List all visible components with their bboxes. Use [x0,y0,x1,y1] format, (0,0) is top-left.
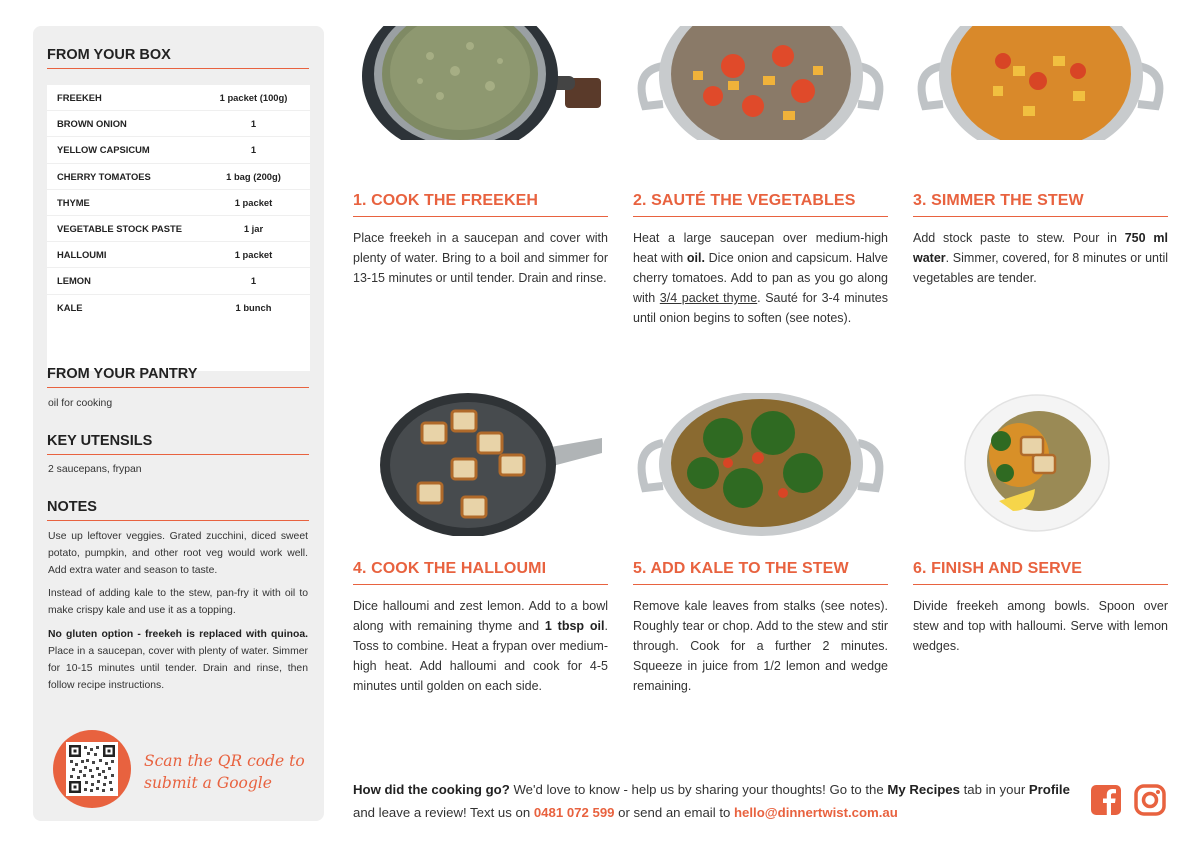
note-leftover: Use up leftover veggies. Grated zucchini, diced sweet potato, pumpkin, and other root veg would work well. Add extra water and season to taste. [48,531,308,577]
step-3-title: 3. SIMMER THE STEW [913,192,1168,217]
step-5-text: Remove kale leaves from stalks (see notes). Roughly tear or chop. Add to the stew and stir through. Cook for a further 2 minutes. Squeeze in juice from 1/2 lemon and wedge remaining. [633,599,888,693]
step-3-text: Add stock paste to stew. Pour in 750 ml water. Simmer, covered, for 8 minutes or until vegetables are tender. [913,231,1168,285]
table-row: KALE 1 bunch [57,302,272,314]
pantry-text: oil for cooking [48,398,113,409]
facebook-icon[interactable] [1090,784,1122,816]
step-4-text: Dice halloumi and zest lemon. Add to a bowl along with remaining thyme and 1 tbsp oil. Toss to combine. Heat a frypan over medium-high heat. Add halloumi and cook for 4-5 minutes until golden on each side. [353,599,608,693]
step-1-photo [360,26,605,140]
step-3-photo [913,26,1168,140]
table-row: CHERRY TOMATOES 1 bag (200g) [47,164,310,190]
table-row: YELLOW CAPSICUM 1 [47,137,310,163]
feedback-footer: How did the cooking go? We'd love to know - help us by sharing your thoughts! Go to the My Recipes tab in your Profile and leave a review! Text us on 0481 072 599 or send an email to hello@dinnertwist.com.au [353,782,1070,820]
qr-pattern [69,745,115,793]
ingredients-table [47,85,310,371]
step-4-photo [380,393,605,536]
table-row: THYME 1 packet [47,190,310,216]
email-link[interactable]: hello@dinnertwist.com.au [734,805,898,820]
key-utensils-title: KEY UTENSILS [47,433,309,455]
qr-badge [53,730,131,808]
note-crispy-kale: Instead of adding kale to the stew, pan-fry it with oil to make crispy kale and use it as a topping. [48,588,308,617]
table-row: BROWN ONION 1 [47,111,310,137]
step-2-title: 2. SAUTÉ THE VEGETABLES [633,192,888,217]
step-6-text: Divide freekeh among bowls. Spoon over stew and top with halloumi. Serve with lemon wedges. [913,599,1168,653]
table-row: HALLOUMI 1 packet [47,242,310,268]
step-1-text: Place freekeh in a saucepan and cover with plenty of water. Bring to a boil and simmer for 13-15 minutes or until tender. Drain and rinse. [353,231,608,285]
from-your-box-title: FROM YOUR BOX [47,47,309,69]
step-5-title: 5. ADD KALE TO THE STEW [633,560,888,585]
ingredients-sidebar [33,26,324,821]
step-2-text: Heat a large saucepan over medium-high heat with oil. Dice onion and capsicum. Halve cherry tomatoes. Add to pan as you go along with 3/4 packet thyme. Sauté for 3-4 minutes until onion begins to soften (see notes). [633,231,888,325]
table-row: LEMON 1 [47,268,310,294]
table-row: FREEKEH 1 packet (100g) [47,85,310,111]
table-row: VEGETABLE STOCK PASTE 1 jar [47,216,310,242]
note-gluten: No gluten option - freekeh is replaced with quinoa. Place in a saucepan, cover with plenty of water. Simmer for 10-15 minutes until tender. Drain and rinse, then follow recipe instructions. [48,629,308,692]
notes-title: NOTES [47,499,309,521]
step-2-photo [633,26,888,140]
instagram-icon[interactable] [1134,784,1166,816]
qr-caption: Scan the QR code to submit a Google [144,752,305,793]
step-6-photo [963,393,1111,533]
step-4-title: 4. COOK THE HALLOUMI [353,560,608,585]
step-6-title: 6. FINISH AND SERVE [913,560,1168,585]
qr-code[interactable] [66,742,118,796]
utensils-text: 2 saucepans, frypan [48,464,142,475]
step-1-title: 1. COOK THE FREEKEH [353,192,608,217]
step-5-photo [633,393,888,536]
phone-link[interactable]: 0481 072 599 [533,805,615,820]
from-your-pantry-title: FROM YOUR PANTRY [47,366,309,388]
